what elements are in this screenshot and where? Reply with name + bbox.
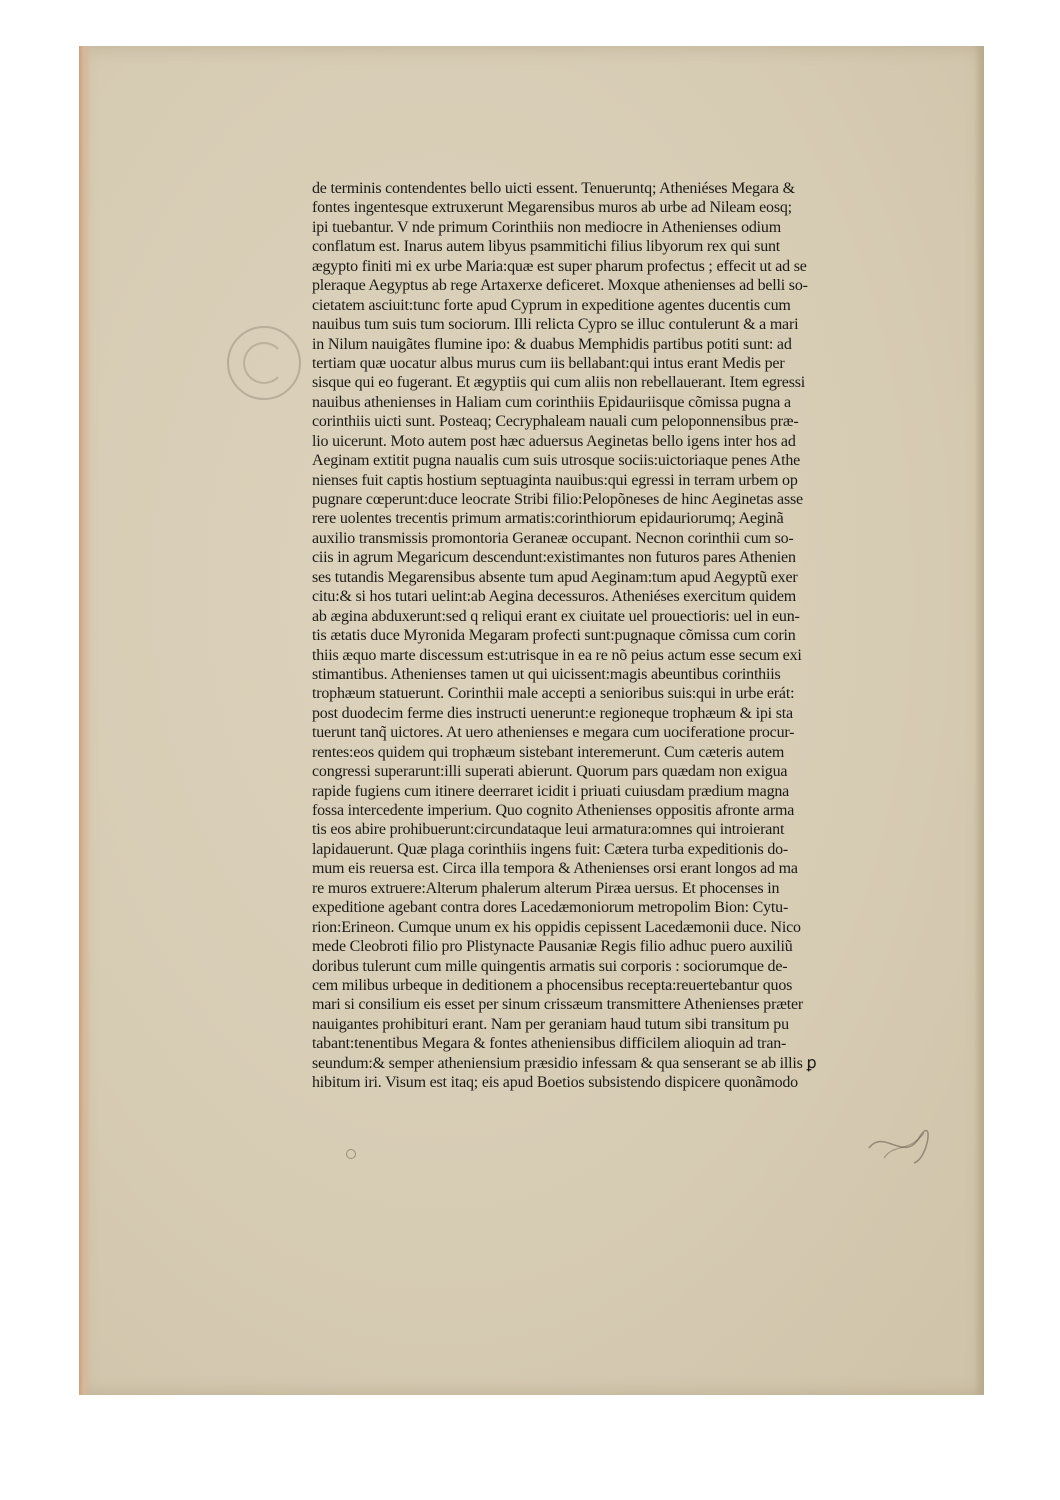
text-line: mede Cleobroti filio pro Plistynacte Pausaniæ Regis filio adhuc puero auxiliũ [312, 938, 793, 956]
text-line: auxilio transmissis promontoria Geraneæ occupant. Necnon corinthii cum so- [312, 529, 794, 547]
text-line: rion:Erineon. Cumque unum ex his oppidis cepissent Lacedæmonii duce. Nico [312, 918, 801, 936]
small-ink-mark [346, 1149, 356, 1159]
text-line: nauibus tum suis tum sociorum. Illi relicta Cypro se illuc contulerunt & a mari [312, 316, 799, 334]
page-right-edge [974, 46, 984, 1395]
text-line: fossa intercedente imperium. Quo cognito Athenienses oppositis afronte arma [312, 802, 795, 819]
text-line: thiis æquo marte discessum est:utrisque in ea re nõ peius actum esse secum exi [312, 646, 802, 664]
text-line: sisque qui eo fugerant. Et ægyptiis qui cum aliis non rebellauerant. Item egressi [312, 374, 806, 392]
book-page [79, 46, 984, 1395]
text-line: nauigantes prohibituri erant. Nam per geraniam haud tutum sibi transitum pu [312, 1015, 789, 1033]
text-line: citu:& si hos tutari uelint:ab Aegina decessuros. Atheniéses exercitum quidem [312, 588, 797, 606]
text-line: post duodecim ferme dies instructi uenerunt:e regioneque trophæum & ipi sta [312, 704, 793, 722]
printed-text-block [312, 179, 952, 1093]
text-line: lio uicerunt. Moto autem post hæc aduersus Aeginetas bello igens inter hos ad [312, 432, 796, 450]
text-line: ses tutandis Megarensibus absente tum apud Aeginam:tum apud Aegyptũ exer [312, 568, 798, 586]
text-line: pleraque Aegyptus ab rege Artaxerxe deficeret. Moxque athenienses ad belli so- [312, 277, 808, 295]
text-line: de terminis contendentes bello uicti essent. Tenueruntq; Atheniéses Megara & [312, 180, 795, 197]
text-line: rentes:eos quidem qui trophæum sistebant interemerunt. Cum cæteris autem [312, 743, 785, 761]
text-line: mum eis reuersa est. Circa illa tempora & Athenienses orsi erant longos ad ma [312, 860, 798, 878]
text-line: lapidauerunt. Quæ plaga corinthiis ingens fuit: Cætera turba expeditionis do- [312, 840, 789, 858]
text-line: hibitum iri. Visum est itaq; eis apud Boetios subsistendo dispicere quonãmodo [312, 1074, 798, 1092]
text-line: cem milibus urbeque in deditionem a phocensibus recepta:reuertebantur quos [312, 976, 793, 994]
text-line: nienses fuit captis hostium septuaginta nauibus:qui egressi in terram urbem op [312, 471, 798, 489]
text-line: seundum:& semper atheniensium præsidio infessam & qua senserant se ab illis ꝑ [312, 1054, 817, 1072]
text-line: doribus tulerunt cum mille quingentis armatis sui corporis : sociorumque de- [312, 957, 788, 975]
text-line: ciis in agrum Megaricum descendunt:existimantes non futuros pares Athenien [312, 549, 796, 567]
ink-flourish-mark [864, 1118, 934, 1168]
text-line: tis ætatis duce Myronida Megaram profecti sunt:pugnaque cõmissa cum corin [312, 627, 796, 645]
text-line: mari si consilium eis esset per sinum crissæum transmittere Athenienses præter [312, 996, 803, 1014]
text-line: ægypto finiti mi ex urbe Maria:quæ est super pharum profectus ; effecit ut ad se [312, 257, 807, 275]
text-line: trophæum statuerunt. Corinthii male accepti a senioribus suis:qui in urbe erát: [312, 685, 795, 703]
text-line: tabant:tenentibus Megara & fontes atheniensibus difficilem alioquin ad tran- [312, 1035, 787, 1053]
text-line: ab ægina abduxerunt:sed q reliqui erant ex ciuitate uel prouectioris: uel in eun- [312, 607, 800, 625]
text-line: Aeginam extitit pugna naualis cum suis utrosque sociis:uictoriaque penes Athe [312, 452, 801, 470]
text-line: expeditione agebant contra dores Lacedæmoniorum metropolim Bion: Cytu- [312, 899, 789, 917]
text-line: tis eos abire prohibuerunt:circundataque leui armatura:omnes qui introierant [312, 821, 785, 839]
text-line: cietatem asciuit:tunc forte apud Cyprum in expeditione agentes ducentis cum [312, 296, 791, 314]
text-line: corinthiis uicti sunt. Posteaq; Cecryphaleam nauali cum peloponnensibus præ- [312, 413, 799, 431]
text-line: ipi tuebantur. V nde primum Corinthiis non mediocre in Athenienses odium [312, 218, 781, 236]
text-line: nauibus athenienses in Haliam cum corinthiis Epidauriisque cõmissa pugna a [312, 393, 791, 411]
text-line: re muros extruere:Alterum phalerum alterum Piræa uersus. Et phocenses in [312, 879, 780, 897]
text-line: rapide fugiens cum itinere deerraret icidit i priuati cuiusdam prædium magna [312, 782, 790, 800]
text-line: fontes ingentesque extruxerunt Megarensibus muros ab urbe ad Nileam eosq; [312, 199, 792, 217]
text-line: pugnare cœperunt:duce leocrate Stribi filio:Pelopõneses de hinc Aeginetas asse [312, 491, 803, 508]
text-line: tuerunt tanq̃ uictores. At uero athenienses e megara cum uociferatione procur- [312, 724, 795, 742]
library-stamp-watermark [227, 326, 301, 400]
text-line: stimantibus. Athenienses tamen ut qui uicissent:magis abeuntibus corinthiis [312, 665, 781, 683]
text-line: conflatum est. Inarus autem libyus psammitichi filius libyorum rex qui sunt [312, 238, 781, 256]
text-line: congressi superarunt:illi superati abierunt. Quorum pars quædam non exigua [312, 763, 788, 781]
text-line: in Nilum nauigãtes flumine ipo: & duabus Memphidis partibus potiti sunt: ad [312, 335, 792, 353]
page-left-edge [79, 46, 91, 1395]
text-line: tertiam quæ uocatur albus murus cum iis bellabant:qui intus erant Medis per [312, 354, 785, 372]
text-line: rere uolentes trecentis primum armatis:corinthiorum epidauriorumq; Aeginã [312, 510, 784, 528]
